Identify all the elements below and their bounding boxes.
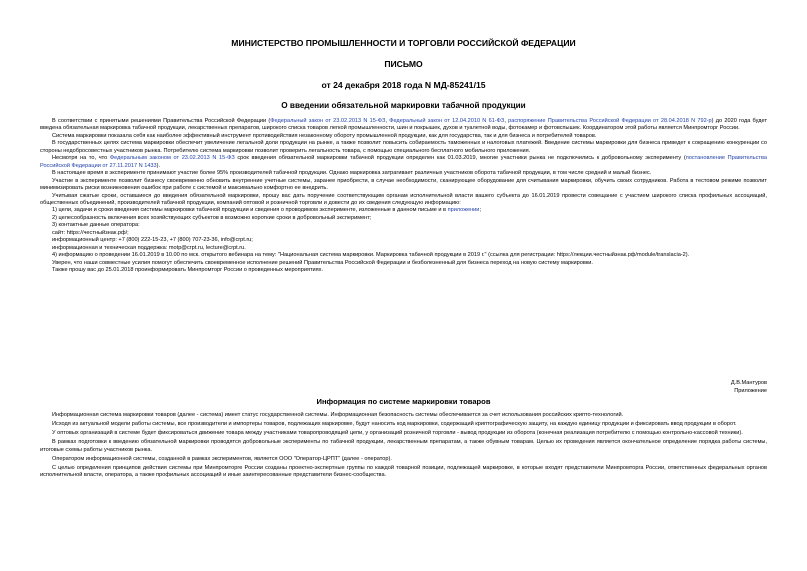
- paragraph: С целью определения принципов действия системы при Минпромторге России созданы проектно-экспертные группы по каждой товарной позиции, подлежащей маркировке, в которые входят представители Минпромторга России, ответственных федеральных органов исполнительной власти, оператора, а также профильных ассоциаций и иные заинтересованные представители бизнес-сообщества.: [40, 464, 767, 479]
- text: срок введения обязательной маркировки табачной продукции определен как 01.03.2019, многие участники рынка не подключились к добровольному эксперименту (: [234, 155, 686, 162]
- signatory-name: Д.В.Мантуров: [730, 380, 767, 386]
- paragraph: Уверен, что наши совместные усилия помогут обеспечить своевременное исполнение решений Правительства Российской Федерации и безболезненный для бизнеса переход на новую систему маркировки.: [52, 259, 593, 266]
- paragraph: Оператором информационной системы, созданной в рамках экспериментов, является ООО "Оператор-ЦРПТ" (далее - оператор).: [52, 455, 392, 462]
- document-title: О введении обязательной маркировки табачной продукции: [281, 101, 526, 110]
- text: В соответствии с принятыми решениями Правительства Российской Федерации (: [52, 118, 271, 124]
- paragraph: Также прошу вас до 25.01.2018 проинформировать Минпромторг России о проведенных мероприятиях.: [52, 267, 324, 274]
- paragraph: У оптовых организаций в системе будет фиксироваться движение товара между участниками товаропроводящей цепи, у организаций розничной торговли - вывод продукции из оборота (конечная реализация потребителю с помощью контрольно-кассовой техники).: [52, 430, 743, 437]
- signature-block: [731, 379, 767, 395]
- decree-link[interactable]: распоряжение Правительства Российской Федерации от 28.04.2018 N 792-р: [508, 118, 712, 124]
- paragraph: В рамках подготовки к введению обязательной маркировки проводятся добровольные эксперименты по табачной продукции, лекарственным препаратам, а также обувным товарам. Целью их проведения является окончательное определение порядка работы системы, итоговые схемы работы участников рынка.: [40, 439, 767, 453]
- text: ,: [504, 118, 509, 124]
- document-date-number: от 24 декабря 2018 года N МД-85241/15: [321, 80, 486, 90]
- contact-support: информационная и техническая поддержка: motp@crpt.ru, lecture@crpt.ru.: [52, 244, 246, 251]
- paragraph: В государственных целях система маркировки обеспечит увеличение легальной доли продукции на рынке, а также позволит повысить собираемость таможенных и налоговых платежей. Введение системы маркировки для бизнеса приведет к сокращению конкуренции со стороны недобросовестных участников рынка. Потребителю система маркировки позволит проверить легальность товара, с помощью специального бесплатного мобильного приложения.: [40, 140, 767, 154]
- text: 1) цели, задачи и сроки введения системы маркировки табачной продукции и сведения о проводимом эксперименте, изложенные в данном письме и в: [52, 207, 448, 214]
- law-link[interactable]: Федеральный закон от 12.04.2010 N 61-ФЗ: [389, 118, 505, 124]
- contact-site: сайт: https://честныйзнак.рф/;: [52, 229, 129, 236]
- document-type: ПИСЬМО: [384, 59, 423, 69]
- text: ).: [156, 162, 161, 169]
- paragraph: [40, 155, 767, 170]
- law-link[interactable]: Федеральным законом от 23.02.2013 N 15-ФЗ: [109, 155, 235, 162]
- list-item: [40, 207, 767, 214]
- list-item: 3) контактные данные оператора:: [52, 222, 140, 229]
- paragraph: Информационная система маркировки товаров (далее - система) имеет статус государственной системы. Информационная безопасность системы обеспечивается за счет использования российских крипто-технологий.: [52, 412, 624, 418]
- appendix-link[interactable]: приложении: [447, 207, 480, 214]
- text: ) до 2020 года будет введена обязательная маркировка табачной продукции, лекарственных препаратов, широкого списка товаров легкой промышленности, шин и покрышек, духов и туалетной воды, фотокамер и фотовспышек. Координатором этой работы является Минпромторг России.: [40, 118, 768, 132]
- info-section-title: Информация по системе маркировки товаров: [316, 397, 491, 406]
- list-item: 4) информацию о проведении 16.01.2019 в 10.00 по мск. открытого вебинара на тему: "Национальная система маркировки. Маркировка табачной продукции в 2019 г." (ссылка для регистрации: https://лекции.честныйзнак.рф/module/translacia-2).: [52, 252, 690, 259]
- paragraph: Учитывая сжатые сроки, оставшиеся до введения обязательной маркировки, прошу вас дать поручение соответствующим органам исполнительной власти вашего субъекта до 16.01.2019 провести совещание с участием широкого списка профильных ассоциаций, общественных объединений, производителей табачной продукции, компаний оптовой и розничной торговли и довести до их сведения следующую информацию:: [40, 192, 767, 206]
- text: ,: [385, 118, 390, 124]
- paragraph: Участие в эксперименте позволит бизнесу своевременно обновить внутренние учетные системы, заранее приобрести, в случае необходимости, сканирующее оборудование для считывания маркировки, обучить своих сотрудников. Работа в тестовом режиме позволит минимизировать риски возникновения ошибок при работе с системой и максимально комфортно ее внедрить.: [40, 177, 767, 192]
- paragraph: Исходя из актуальной модели работы системы, все производители и импортеры товаров, подлежащих маркировке, будут наносить код маркировки, содержащий криптографическую защиту, на каждую единицу продукции и фиксировать ввод продукции в оборот.: [52, 421, 737, 428]
- appendix-label: Приложение: [734, 388, 767, 395]
- contact-info-center: информационный центр: +7 (800) 222-15-23, +7 (800) 707-23-36, info@crpt.ru;: [52, 237, 253, 244]
- ministry-heading: МИНИСТЕРСТВО ПРОМЫШЛЕННОСТИ И ТОРГОВЛИ РОССИЙСКОЙ ФЕДЕРАЦИИ: [231, 38, 576, 48]
- info-section-body: [40, 412, 767, 482]
- paragraph: [40, 118, 767, 133]
- decree-link[interactable]: постановление Правительства Российской Федерации от 27.11.2017 N 1433: [40, 155, 767, 169]
- text: Несмотря на то, что: [52, 155, 110, 162]
- letter-body: [40, 118, 767, 275]
- law-link[interactable]: Федеральный закон от 23.02.2013 N 15-ФЗ: [270, 118, 386, 124]
- list-item: 2) целесообразность включения всех хозяйствующих субъектов в возможно короткие сроки в добровольный эксперимент;: [52, 214, 372, 221]
- text: ;: [479, 207, 481, 214]
- paragraph: В настоящее время в эксперименте принимают участие более 95% производителей табачной продукции. Однако маркировка затрагивает различных участников оборота табачной продукции, в том числе средний и малый бизнес.: [52, 170, 652, 177]
- paragraph: Система маркировки показала себя как наиболее эффективный инструмент противодействия незаконному обороту промышленной продукции, как для государства, так и для бизнеса и потребителей товаров.: [52, 132, 597, 139]
